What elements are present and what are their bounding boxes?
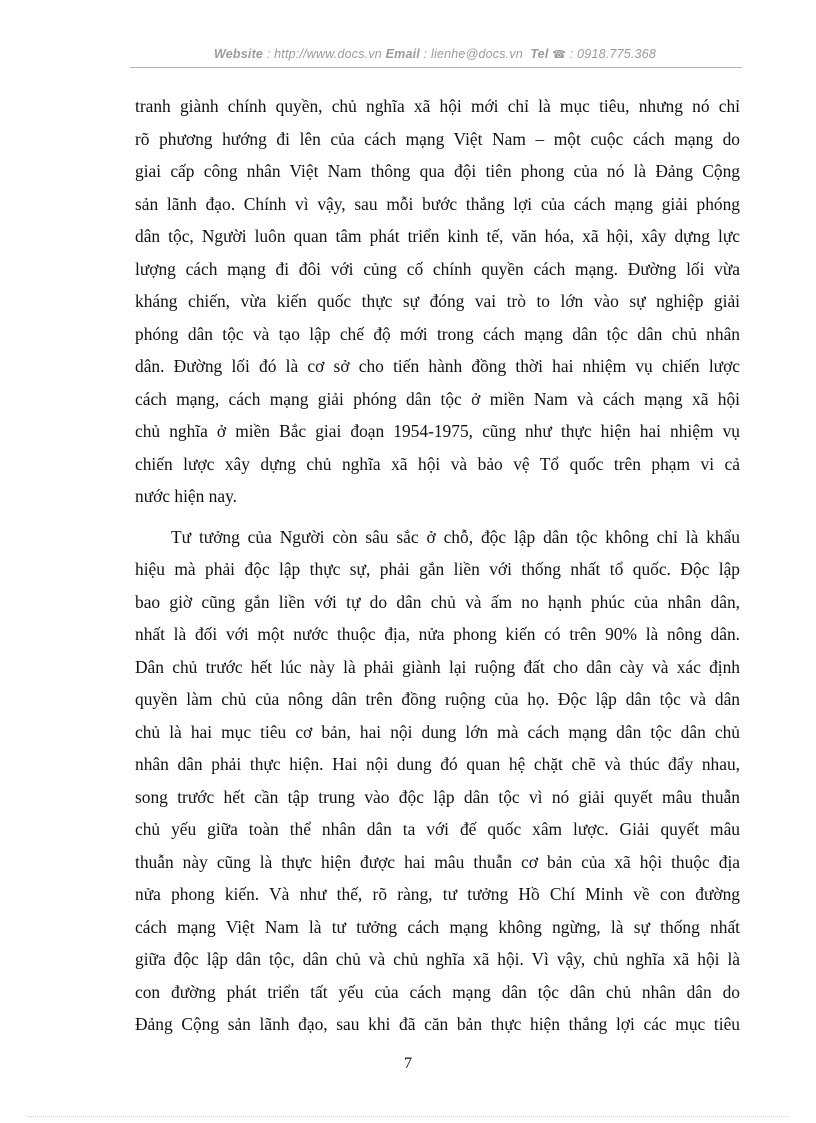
text-line: chủ yếu giữa toàn thể nhân dân ta với đế quốc xâm lược. Giải quyết mâu: [135, 819, 740, 839]
text-line: nửa phong kiến. Và như thế, rõ ràng, tư tưởng Hồ Chí Minh về con đường: [135, 884, 740, 904]
text-line: tranh giành chính quyền, chủ nghĩa xã hội mới chỉ là mục tiêu, nhưng nó chỉ: [135, 96, 740, 116]
text-line: con đường phát triển tất yếu của cách mạng dân tộc dân chủ nhân dân do: [135, 981, 740, 1002]
tel-separator: :: [566, 47, 578, 61]
email-label: Email: [385, 47, 420, 61]
text-line: giai cấp công nhân Việt Nam thông qua đội tiên phong của nó là Đảng Cộng: [135, 161, 740, 181]
text-line: hiệu mà phải độc lập thực sự, phải gắn liền với thống nhất tổ quốc. Độc lập: [135, 559, 740, 579]
text-line: bao giờ cũng gắn liền với tự do dân chủ và ấm no hạnh phúc của nhân dân,: [135, 591, 740, 612]
email-address[interactable]: lienhe@docs.vn: [431, 47, 523, 61]
text-line: rõ phương hướng đi lên của cách mạng Việt Nam – một cuộc cách mạng do: [135, 128, 740, 149]
text-line: thuẫn này cũng là thực hiện được hai mâu thuẫn cơ bản của xã hội thuộc địa: [135, 851, 740, 872]
text-line: phóng dân tộc và tạo lập chế độ mới trong cách mạng dân tộc dân chủ nhân: [135, 323, 740, 344]
text-line: kháng chiến, vừa kiến quốc thực sự đóng vai trò to lớn vào sự nghiệp giải: [135, 291, 740, 311]
phone-icon: ☎: [552, 49, 567, 61]
page-number: 7: [404, 1055, 412, 1072]
tel-label: Tel: [530, 47, 549, 61]
text-line: Dân chủ trước hết lúc này là phải giành lại ruộng đất cho dân cày và xác định: [135, 656, 740, 677]
text-line: Tư tưởng của Người còn sâu sắc ở chỗ, độc lập dân tộc không chỉ là khẩu: [171, 526, 740, 547]
text-line: Đảng Cộng sản lãnh đạo, sau khi đã căn bản thực hiện thắng lợi các mục tiêu: [135, 1014, 740, 1034]
text-line: dân. Đường lối đó là cơ sở cho tiến hành đồng thời hai nhiệm vụ chiến lược: [135, 356, 740, 376]
text-line: nhất là đối với một nước thuộc địa, nửa phong kiến có trên 90% là nông dân.: [135, 624, 740, 644]
text-line: song trước hết cần tập trung vào độc lập dân tộc vì nó giải quyết mâu thuẫn: [135, 786, 740, 807]
paragraph-2: [135, 521, 740, 1041]
website-url[interactable]: http://www.docs.vn: [274, 47, 382, 61]
text-line: dân tộc, Người luôn quan tâm phát triển kinh tế, văn hóa, xã hội, xây dựng lực: [135, 226, 740, 246]
text-line: nước hiện nay.: [135, 486, 237, 506]
text-line: chủ nghĩa ở miền Bắc giai đoạn 1954-1975, cũng như thực hiện hai nhiệm vụ: [135, 421, 740, 441]
text-line: giữa độc lập dân tộc, dân chủ và chủ nghĩa xã hội. Vì vậy, chủ nghĩa xã hội là: [135, 949, 740, 969]
text-line: cách mạng Việt Nam là tư tưởng cách mạng không ngừng, là sự thống nhất: [135, 916, 740, 937]
email-separator: :: [419, 47, 432, 61]
text-line: quyền làm chủ của nông dân trên đồng ruộng của họ. Độc lập dân tộc và dân: [135, 689, 740, 709]
text-line: nhân dân phải thực hiện. Hai nội dung đó quan hệ chặt chẽ và thúc đẩy nhau,: [135, 754, 740, 774]
document-body: [135, 90, 740, 1041]
text-line: chủ là hai mục tiêu cơ bản, hai nội dung lớn mà cách mạng dân tộc dân chủ: [135, 721, 740, 742]
header-divider: [130, 67, 742, 68]
website-separator: :: [263, 47, 275, 61]
text-line: sản lãnh đạo. Chính vì vậy, sau mỗi bước thắng lợi của cách mạng giải phóng: [135, 193, 740, 214]
paragraph-1: [135, 90, 740, 513]
page-bottom-border: [28, 1116, 788, 1117]
page-header: [130, 47, 740, 61]
text-line: cách mạng, cách mạng giải phóng dân tộc ở miền Nam và cách mạng xã hội: [135, 388, 740, 409]
tel-number: 0918.775.368: [577, 47, 657, 61]
text-line: chiến lược xây dựng chủ nghĩa xã hội và bảo vệ Tổ quốc trên phạm vi cả: [135, 453, 740, 474]
text-line: lượng cách mạng đi đôi với củng cố chính quyền cách mạng. Đường lối vừa: [135, 258, 740, 279]
website-label: Website: [213, 47, 264, 61]
